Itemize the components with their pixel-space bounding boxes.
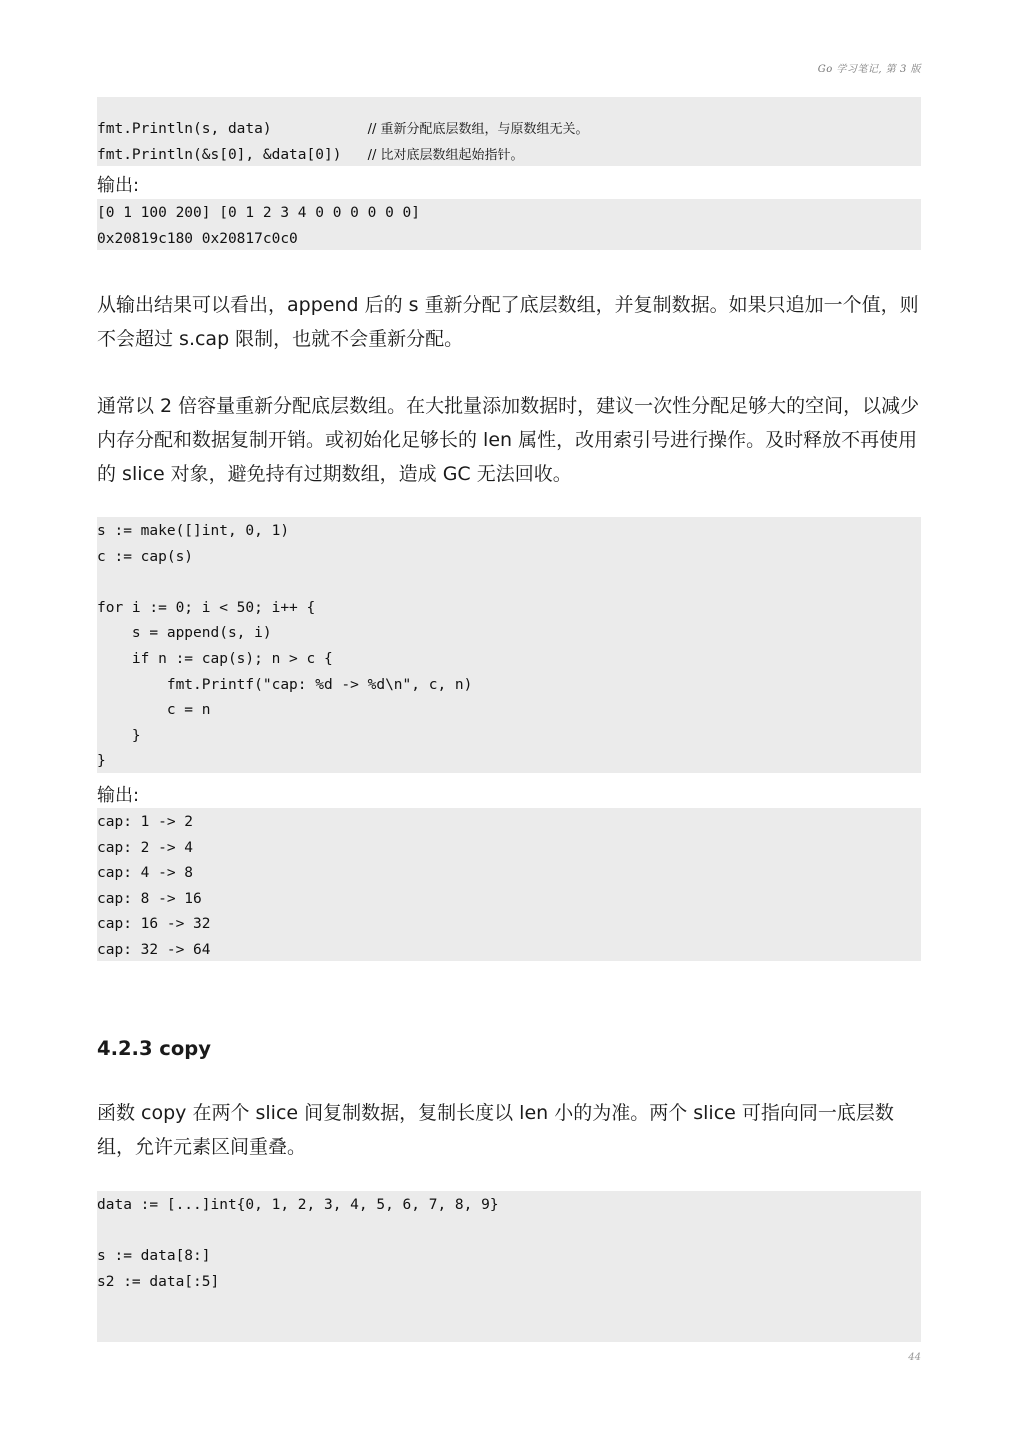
page-number: 44 (908, 1352, 921, 1363)
code-line: } (97, 753, 106, 770)
code-line: 0x20819c180 0x20817c0c0 (97, 230, 298, 247)
code-line: fmt.Printf("cap: %d -> %d\n", c, n) (97, 676, 473, 693)
code-line (97, 570, 921, 596)
code-line: fmt.Println(s, data) // 重新分配底层数组，与原数组无关。 (97, 121, 589, 137)
output-label: 输出: (97, 785, 140, 806)
paragraph-capacity-advice: 通常以 2 倍容量重新分配底层数组。在大批量添加数据时，建议一次性分配足够大的空间，以减少内存分配和数据复制开销。或初始化足够长的 len 属性，改用索引号进行操作。及时释放不再使用的 slice 对象，避免持有过期数组，造成 GC 无法回收。 (97, 395, 920, 485)
paragraph-append-result: 从输出结果可以看出，append 后的 s 重新分配了底层数组，并复制数据。如果只追加一个值，则不会超过 s.cap 限制，也就不会重新分配。 (97, 294, 919, 350)
code-line: } (97, 727, 141, 744)
code-line (97, 1219, 921, 1245)
running-header: Go 学习笔记, 第 3 版 (817, 64, 921, 75)
code-line: c = n (97, 702, 211, 719)
code-line: s := make([]int, 0, 1) (97, 523, 290, 539)
code-line: cap: 32 -> 64 (97, 941, 211, 958)
code-line: cap: 2 -> 4 (97, 839, 194, 856)
code-comment: // 重新分配底层数组，与原数组无关。 (367, 122, 589, 137)
code-line: [0 1 100 200] [0 1 2 3 4 0 0 0 0 0 0] (97, 205, 421, 221)
code-line: s := data[8:] (97, 1248, 211, 1265)
code-block-append-loop (97, 517, 921, 773)
code-line: cap: 1 -> 2 (97, 814, 194, 830)
code-line: cap: 4 -> 8 (97, 865, 194, 882)
code-line: cap: 8 -> 16 (97, 890, 202, 907)
code-line: data := [...]int{0, 1, 2, 3, 4, 5, 6, 7, 8, 9} (97, 1197, 499, 1213)
code-block-append-output (97, 808, 921, 961)
code-block-println-output (97, 199, 921, 250)
code-line: cap: 16 -> 32 (97, 916, 211, 933)
code-line: s2 := data[:5] (97, 1273, 220, 1290)
code-line: if n := cap(s); n > c { (97, 650, 333, 667)
output-label: 输出: (97, 175, 140, 196)
code-line: fmt.Println(&s[0], &data[0]) // 比对底层数组起始指针。 (97, 146, 524, 163)
code-line: c := cap(s) (97, 548, 194, 565)
code-line: for i := 0; i < 50; i++ { (97, 599, 316, 616)
code-line: s = append(s, i) (97, 625, 272, 642)
code-block-println (97, 97, 921, 166)
paragraph-copy-description: 函数 copy 在两个 slice 间复制数据，复制长度以 len 小的为准。两个 slice 可指向同一底层数组，允许元素区间重叠。 (97, 1102, 894, 1158)
code-comment: // 比对底层数组起始指针。 (367, 147, 524, 163)
section-heading: 4.2.3 copy (97, 1037, 211, 1060)
code-block-copy-example (97, 1191, 921, 1342)
